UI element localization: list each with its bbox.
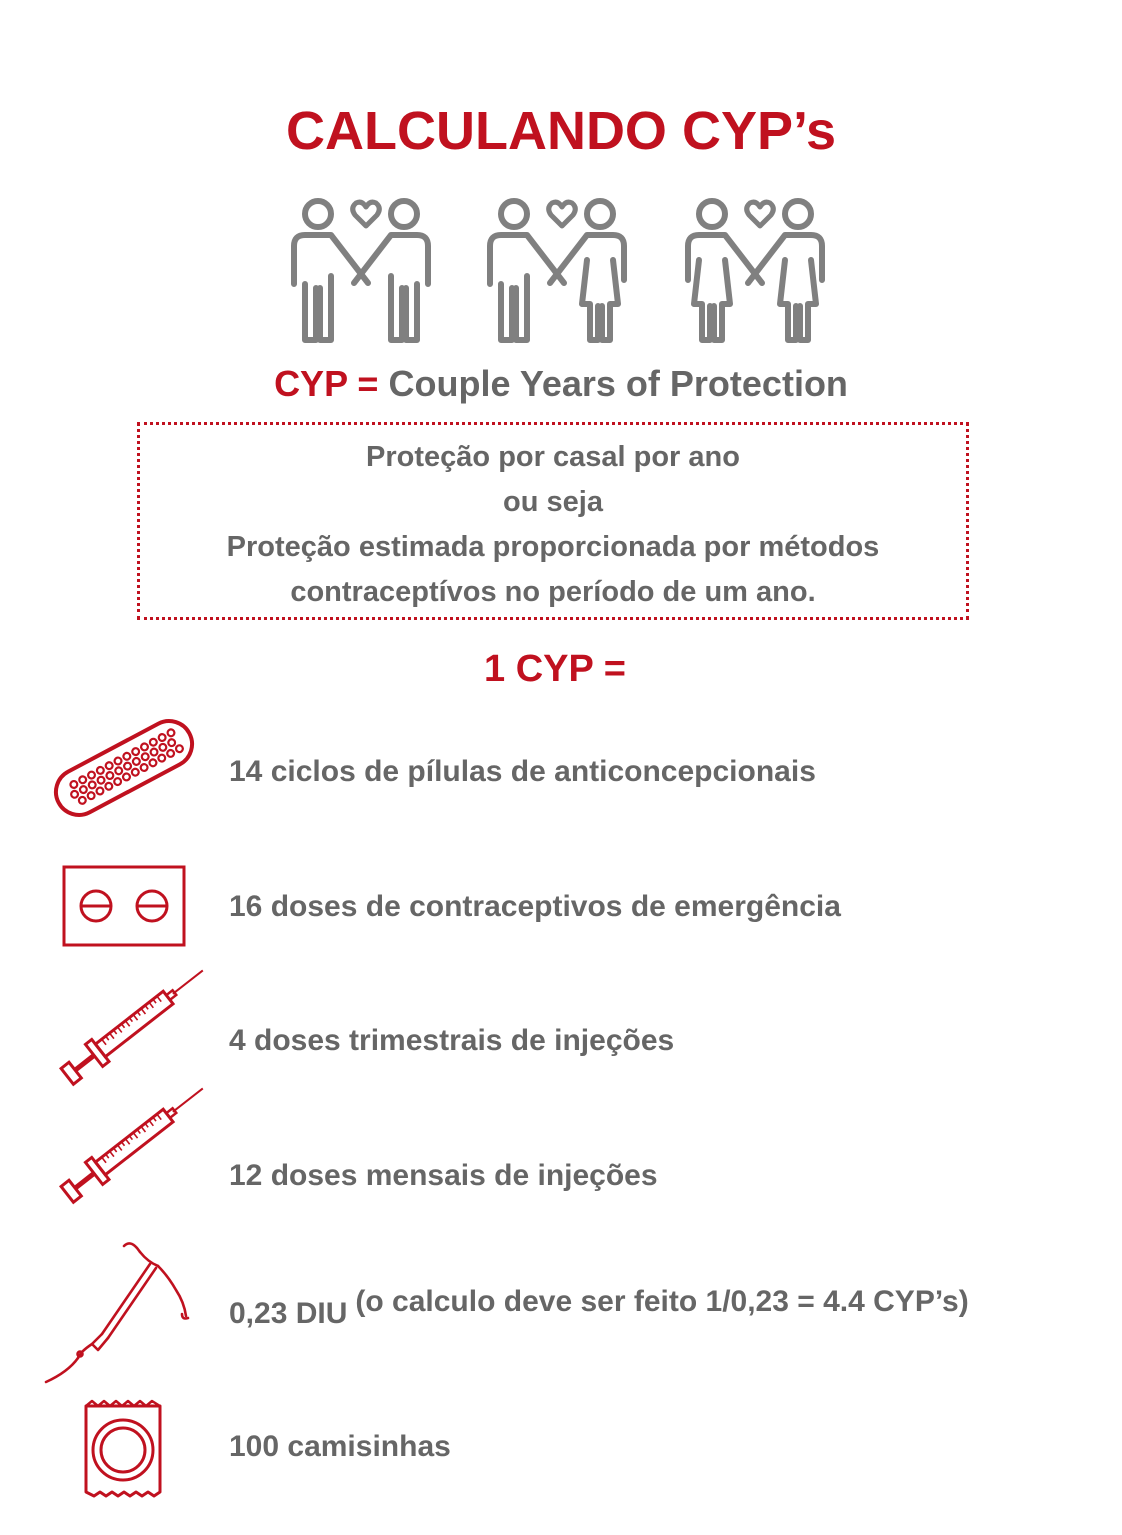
- subtitle-text: Couple Years of Protection: [388, 363, 848, 404]
- definition-line: Proteção estimada proporcionada por métodos: [226, 531, 880, 563]
- equals-label: 1 CYP =: [484, 648, 626, 690]
- pill-pack-icon: [44, 708, 204, 828]
- definition-line: ou seja: [503, 486, 603, 518]
- subtitle-prefix: CYP =: [274, 363, 379, 404]
- definition-line: Proteção por casal por ano: [366, 441, 740, 473]
- list-item: 4 doses trimestrais de injeções: [229, 1024, 675, 1057]
- iud-amount: 0,23 DIU: [229, 1297, 348, 1330]
- syringe-icon: [42, 1086, 206, 1214]
- list-item: 16 doses de contraceptivos de emergência: [229, 890, 841, 923]
- list-item: 12 doses mensais de injeções: [229, 1159, 658, 1192]
- couple-woman-woman: [688, 201, 822, 340]
- list-item: [229, 1285, 969, 1331]
- couple-man-woman: [490, 201, 624, 340]
- condom-icon: [78, 1398, 168, 1500]
- iud-note: (o calculo deve ser feito 1/0,23 = 4.4 CYP’s): [355, 1285, 969, 1318]
- list-item: 100 camisinhas: [229, 1430, 451, 1463]
- syringe-icon: [42, 968, 206, 1096]
- definition-box: [137, 422, 969, 620]
- list-item: 14 ciclos de pílulas de anticoncepcionais: [229, 755, 816, 788]
- page-title: CALCULANDO CYP’s: [285, 101, 837, 161]
- couples-illustration: [0, 188, 1122, 358]
- subtitle: [0, 363, 1122, 405]
- couple-man-man: [294, 201, 428, 340]
- emergency-pills-icon: [62, 865, 186, 947]
- definition-line: contraceptívos no período de um ano.: [290, 576, 816, 608]
- iud-icon: [40, 1236, 204, 1386]
